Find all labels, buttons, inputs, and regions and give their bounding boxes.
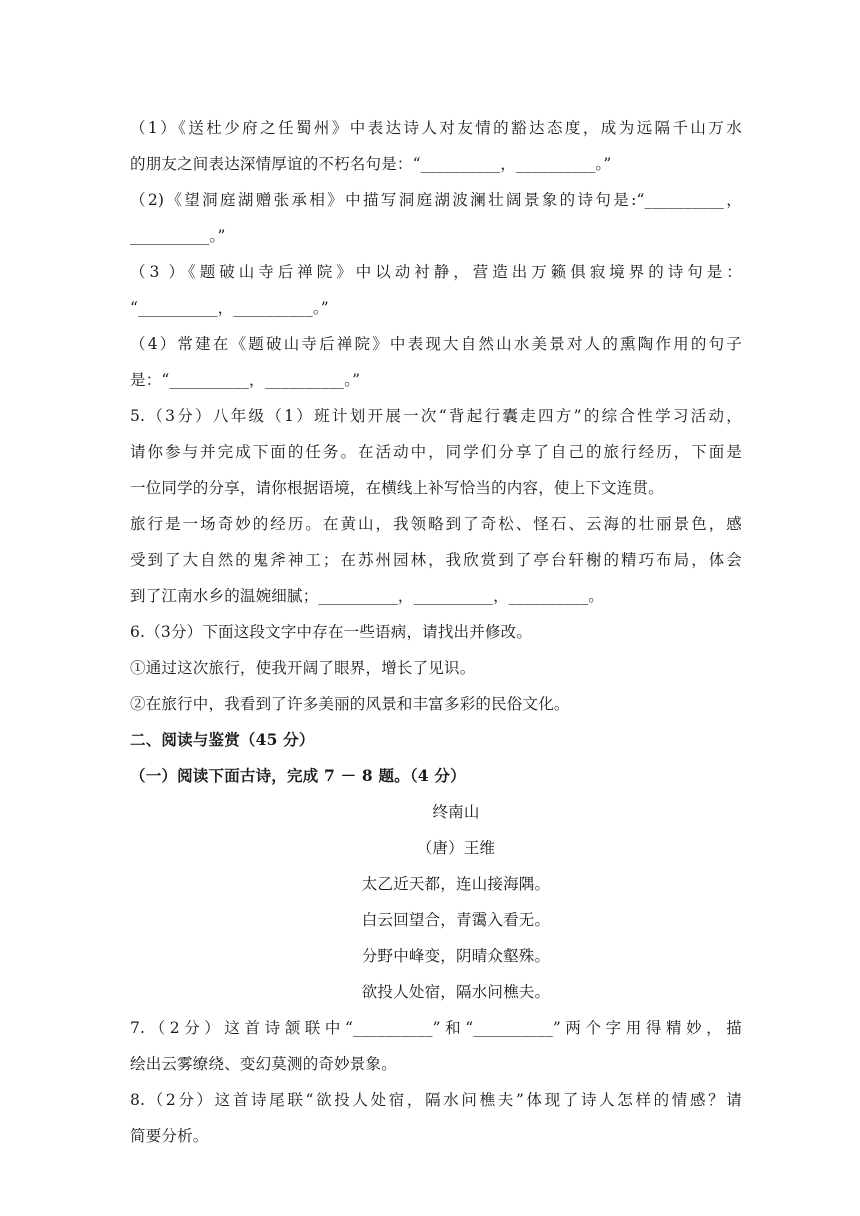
q5-passage-line1: 旅行是一场奇妙的经历。在黄山，我领略到了奇松、怪石、云海的壮丽景色，感 <box>130 515 742 533</box>
q4-item1-line2: 的朋友之间表达深情厚谊的不朽名句是：“__________，__________。” <box>130 155 612 173</box>
q5-passage-line3: 到了江南水乡的温婉细腻；__________，__________，__________。 <box>130 587 605 605</box>
poem-author: （唐）王维 <box>416 839 496 857</box>
q6-sentence2: ②在旅行中，我看到了许多美丽的风景和丰富多彩的民俗文化。 <box>130 695 570 713</box>
q4-item3-line1: （3 ）《题破山寺后禅院》中以动衬静，营造出万籁俱寂境界的诗句是： <box>130 263 742 281</box>
poem-line: 分野中峰变，阴晴众壑殊。 <box>361 947 551 965</box>
q5-line2: 请你参与并完成下面的任务。在活动中，同学们分享了自己的旅行经历，下面是 <box>130 443 742 461</box>
q5-line1: 5.（3分）八年级（1）班计划开展一次“背起行囊走四方”的综合性学习活动， <box>130 407 742 425</box>
q4-item2-line2: __________。” <box>130 227 226 245</box>
q4-item3-line2: “__________，__________。” <box>130 299 329 317</box>
q7-line2: 绘出云雾缭绕、变幻莫测的奇妙景象。 <box>130 1055 397 1073</box>
document-page <box>130 110 742 1154</box>
q5-passage-line2: 受到了大自然的鬼斧神工；在苏州园林，我欣赏到了亭台轩榭的精巧布局，体会 <box>130 551 742 569</box>
q7-line1: 7.（2分）这首诗颔联中“__________”和“__________”两个字用得精妙，描 <box>130 1019 742 1037</box>
poem-line: 太乙近天都，连山接海隅。 <box>361 875 551 893</box>
q6-line1: 6.（3分）下面这段文字中存在一些语病，请找出并修改。 <box>130 623 533 641</box>
q4-item1-line1: （1）《送杜少府之任蜀州》中表达诗人对友情的豁达态度，成为远隔千山万水 <box>130 119 742 137</box>
q5-line3: 一位同学的分享，请你根据语境，在横线上补写恰当的内容，使上下文连贯。 <box>130 479 664 497</box>
q4-item4-line1: （4）常建在《题破山寺后禅院》中表现大自然山水美景对人的熏陶作用的句子 <box>130 335 742 353</box>
poem-line: 白云回望合，青霭入看无。 <box>361 911 551 929</box>
section-heading: 二、阅读与鉴赏（45 分） <box>130 730 315 749</box>
q8-line2: 简要分析。 <box>130 1127 209 1145</box>
poem-title: 终南山 <box>432 803 480 821</box>
q6-sentence1: ①通过这次旅行，使我开阔了眼界，增长了见识。 <box>130 659 476 677</box>
q4-item4-line2: 是：“__________，__________。” <box>130 371 361 389</box>
q8-line1: 8.（2分）这首诗尾联“欲投人处宿，隔水问樵夫”体现了诗人怎样的情感？请 <box>130 1091 742 1109</box>
poem-line: 欲投人处宿，隔水问樵夫。 <box>361 983 551 1001</box>
q4-item2-line1: （2)《望洞庭湖赠张承相》中描写洞庭湖波澜壮阔景象的诗句是:“__________， <box>130 191 742 209</box>
section-sub-heading: （一）阅读下面古诗，完成 7 － 8 题。（4 分） <box>130 766 466 785</box>
